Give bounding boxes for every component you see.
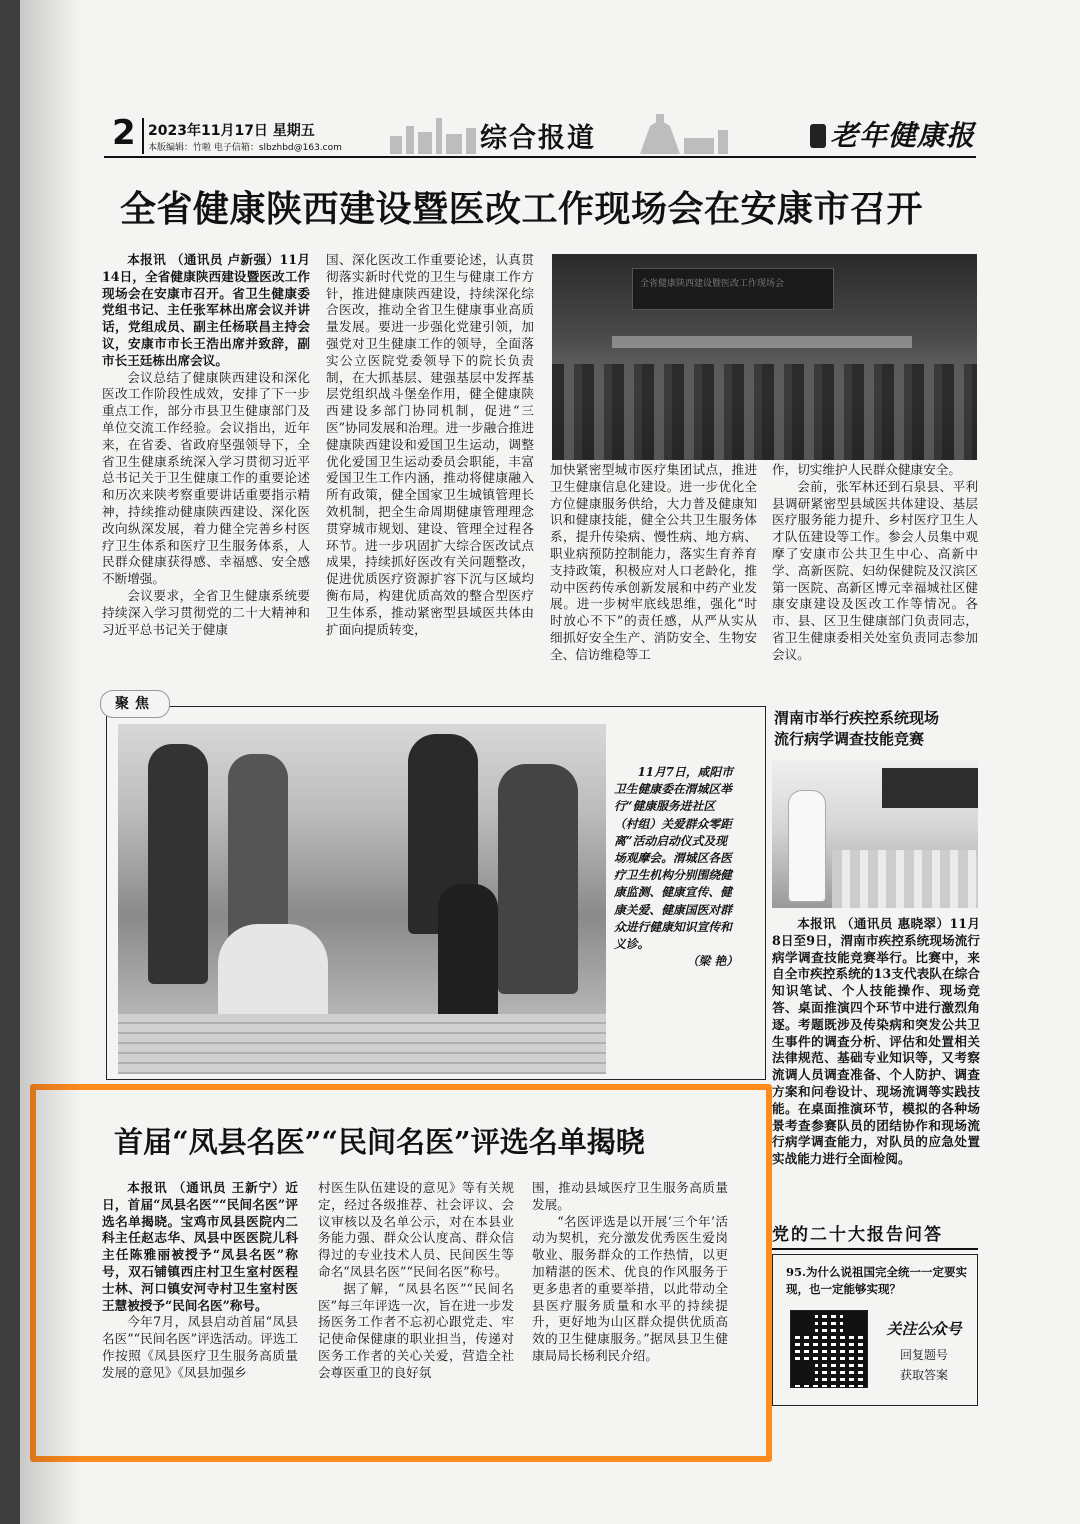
competition-photo [772, 760, 978, 908]
qa-reply: 回复题号 [899, 1348, 948, 1362]
article1-col3-p1: 加快紧密型城市医疗集团试点，推进卫生健康信息化建设。进一步优化全方位健康服务供给，大力普及健康知识和健康技能，健全公共卫生服务体系，提升传染病、慢性病、地方病、职业病预防控制能力，落实生育养育支持政策，积极应对人口老龄化，推动中医药传承创新发展和中药产业发展。进一步树牢底线思维，强化“时时放心不下”的责任感，从严从实从细抓好安全生产、消防安全、生物安全、信访维稳等工 [550, 462, 757, 662]
photo-figure-adult-4 [498, 764, 578, 994]
article3-headline-line1: 渭南市举行疾控系统现场 [774, 709, 940, 727]
paper-logo-seal [810, 124, 826, 148]
article2-column-1 [102, 1180, 298, 1434]
competition-photo-backdrop [882, 768, 978, 808]
article1-column-1 [102, 252, 310, 676]
article1-col1-p1: 本报讯 （通讯员 卢新强）11月14日，全省健康陕西建设暨医改工作现场会在安康市召开。省卫生健康委党组书记、主任张军林出席会议并讲话，党组成员、副主任杨联昌主持会议，安康市市长王浩出席并致辞，副市长王廷栋出席会议。 [102, 252, 310, 368]
qa-get-answer: 获取答案 [899, 1368, 948, 1382]
article2-col1-p1: 本报讯 （通讯员 王新宁）近日，首届“凤县名医”“民间名医”评选名单揭晓。宝鸡市凤县医院内二科主任赵志华、凤县中医医院儿科主任陈雅丽被授予“凤县名医”称号，双石铺镇西庄村卫生室村医程士林、河口镇安河寺村卫生室村医王慧被授予“民间名医”称号。 [102, 1180, 298, 1313]
headline-article1: 全省健康陕西建设暨医改工作现场会在安康市召开 [120, 188, 924, 230]
page-number-divider [142, 118, 144, 154]
paper-name: 老年健康报 [830, 119, 976, 152]
issue-date: 2023年11月17日 星期五 [148, 123, 315, 139]
article1-col2-p1: 国、深化医改工作重要论述，认真贯彻落实新时代党的卫生与健康工作方针，推进健康陕西建设，持续深化综合医改，推动全省卫生健康事业高质量发展。要进一步强化党建引领，加强党对卫生健康工作的领导，全面落实公立医院党委领导下的院长负责制，在大抓基层、建强基层中发挥基层党组织战斗堡垒作用，健全健康陕西建设多部门协同机制，促进“三医”协同发展和治理。进一步融合推进健康陕西建设和爱国卫生运动，调整优化爱国卫生运动委员会职能，丰富爱国卫生工作内涵，推动将健康融入所有政策，健全国家卫生城镇管理长效机制，把全生命周期健康管理理念贯穿城市规划、建设、管理全过程各环节。进一步巩固扩大综合医改试点成果，持续抓好医改有关问题整改，促进优质医疗资源扩容下沉与区域均衡布局，构建优质高效的整合型医疗卫生体系，推动紧密型县域医共体由扩面向提质转变， [326, 252, 534, 637]
photo-stairs [118, 1014, 606, 1074]
article3-body-p1: 本报讯 （通讯员 惠晓翠）11月8日至9日，渭南市疾控系统现场流行病学调查技能竞赛举行。比赛中，来自全市疾控系统的13支代表队在综合知识笔试、个人技能操作、现场竞答、桌面推演四个环节中进行激烈角逐。考题既涉及传染病和突发公共卫生事件的调查分析、评估和处置相关法律规范、基础专业知识等，又考察流调人员调查准备、个人防护、调查方案和问卷设计、现场流调等实践技能。在桌面推演环节，模拟的各种场景考查参赛队员的团结协作和现场流行病学调查能力，对队员的应急处置实战能力进行全面检阅。 [772, 916, 980, 1167]
meeting-photo [552, 254, 977, 460]
article1-col1-p2: 会议总结了健康陕西建设和深化医改工作阶段性成效，安排了下一步重点工作，部分市县卫生健康部门及单位交流工作经验。会议指出，近年来，在省委、省政府坚强领导下，全省卫生健康系统深入学习贯彻习近平总书记关于卫生健康工作的重要论述和历次来陕考察重要讲话重要指示精神，持续推动健康陕西建设、深化医改向纵深发展，着力健全完善乡村医疗卫生体系和医疗卫生服务体系，人民群众健康获得感、幸福感、安全感不断增强。 [102, 369, 310, 587]
competition-photo-table [832, 850, 978, 908]
qa-question: 95.为什么说祖国完全统一一定要实现，也一定能够实现？ [786, 1265, 968, 1296]
community-event-photo [118, 724, 606, 1074]
article1-column-3 [550, 462, 757, 676]
article1-column-4 [772, 462, 978, 676]
newspaper-page [20, 0, 1080, 1524]
meeting-photo-banner-text: 全省健康陕西建设暨医改工作现场会 [640, 279, 785, 289]
meeting-photo-stage [612, 336, 912, 348]
page-number: 2 [112, 113, 136, 153]
photo-figure-child [438, 884, 498, 1034]
focus-caption [614, 764, 738, 970]
article1-col4-p1: 作，切实维护人民群众健康安全。 [772, 462, 961, 477]
competition-photo-person [788, 790, 826, 902]
editor-line: 本版编辑：竹啦 电子信箱：slbzhbd@163.com [148, 143, 342, 153]
article2-column-2 [318, 1180, 514, 1434]
focus-caption-text: 11月7日，咸阳市卫生健康委在渭城区举行“健康服务进社区（村组）关爱群众零距离”活动启动仪式及现场观摩会。渭城区各医疗卫生机构分别围绕健康监测、健康宣传、健康关爱、健康国医对群众进行健康知识宣传和义诊。 [614, 765, 734, 952]
article2-col2-p2: 据了解，“凤县名医”“民间名医”每三年评选一次，旨在进一步发扬医务工作者不忘初心跟党走、牢记使命保健康的职业担当，传递对医务工作者的关心关爱，营造全社会尊医重卫的良好氛 [318, 1280, 514, 1380]
article2-col1-p2: 今年7月，凤县启动首届“凤县名医”“民间名医”评选活动。评选工作按照《凤县医疗卫生服务高质量发展的意见》《凤县加强乡 [102, 1314, 298, 1380]
focus-label: 聚焦 [100, 690, 170, 718]
article2-col3-p1: 围，推动县域医疗卫生服务高质量发展。 [532, 1180, 728, 1212]
focus-credit: （梁 艳） [686, 954, 738, 969]
article2-col2-p1: 村医生队伍建设的意见》等有关规定，经过各级推荐、社会评议、会议审核以及名单公示，对在本县业务能力强、群众公认度高、群众信得过的专业技术人员、民间医生等命名“凤县名医”“民间名医”称号。 [318, 1180, 514, 1279]
article2-column-3 [532, 1180, 728, 1434]
section-title: 综合报道 [480, 123, 596, 154]
article1-col1-p3: 会议要求，全省卫生健康系统要持续深入学习贯彻党的二十大精神和习近平总书记关于健康 [102, 587, 310, 637]
qr-code [790, 1310, 868, 1388]
qa-title: 党的二十大报告问答 [772, 1222, 978, 1250]
article3-headline-line2: 流行病学调查技能竞赛 [774, 730, 925, 748]
photo-figure-adult-left [148, 744, 208, 984]
masthead-rule [104, 156, 976, 158]
article3-headline [774, 708, 980, 750]
photo-figure-crouching [218, 924, 328, 1024]
qa-follow: 关注公众号 [886, 1320, 962, 1338]
headline-article2: 首届“凤县名医”“民间名医”评选名单揭晓 [114, 1125, 645, 1159]
article3-body [772, 916, 980, 1206]
meeting-photo-audience [552, 364, 977, 460]
article2-col3-p2: “名医评选是以开展‘三个年’活动为契机，充分激发优秀医生爱岗敬业、服务群众的工作热情，以更加精湛的医术、优良的作风服务于更多患者的重要举措，以此带动全县医疗服务质量和水平的持续提升，更好地为山区群众提供优质高效的卫生健康服务。”据凤县卫生健康局局长杨利民介绍。 [532, 1213, 728, 1363]
article1-column-2 [326, 252, 534, 676]
article1-col4-p2: 会前，张军林还到石泉县、平利县调研紧密型县域医共体建设、基层医疗服务能力提升、乡村医疗卫生人才队伍建设等工作。参会人员集中观摩了安康市公共卫生中心、高新中学、高新医院、妇幼保健院及汉滨区第一医院、高新区博元幸福城社区健康安康建设及医改工作等情况。各市、县、区卫生健康部门负责同志，省卫生健康委相关处室负责同志参加会议。 [772, 478, 978, 662]
meeting-photo-screen [632, 268, 834, 310]
